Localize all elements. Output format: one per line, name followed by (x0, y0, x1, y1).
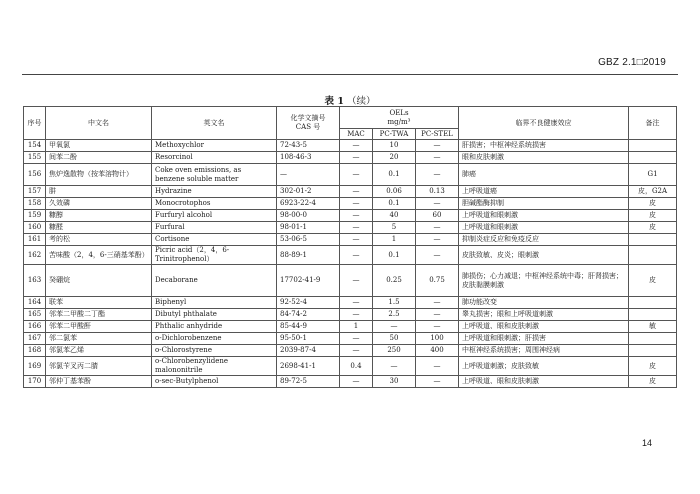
cell-cas: 17702-41-9 (277, 265, 340, 297)
cell-cas: 85-44-9 (277, 321, 340, 333)
cell-no: 168 (24, 345, 46, 357)
cell-mac: — (340, 246, 373, 265)
cell-pc-stel: — (416, 297, 459, 309)
col-header-oels (340, 107, 459, 129)
cell-english-name: o-Chlorostyrene (152, 345, 277, 357)
col-header-cas-line1: 化学文摘号 (290, 114, 326, 122)
table-row (24, 265, 677, 297)
cell-mac: — (340, 140, 373, 152)
cell-chinese-name: 邻氯苄叉丙二腈 (46, 357, 152, 376)
col-header-twa: PC-TWA (373, 129, 416, 140)
cell-chinese-name: 苦味酸（2，4，6-三硝基苯酚） (46, 246, 152, 265)
cell-no: 170 (24, 376, 46, 388)
cell-cas: 89-72-5 (277, 376, 340, 388)
cell-chinese-name: 久效磷 (46, 198, 152, 210)
cell-remark (629, 297, 677, 309)
cell-remark: 皮 (629, 210, 677, 222)
cell-cas: — (277, 164, 340, 186)
cell-chinese-name: 考的松 (46, 234, 152, 246)
cell-pc-twa: 1.5 (373, 297, 416, 309)
cell-pc-twa: 1 (373, 234, 416, 246)
cell-no: 160 (24, 222, 46, 234)
table-row (24, 186, 677, 198)
table-row (24, 321, 677, 333)
cell-remark: 敏 (629, 321, 677, 333)
cell-pc-twa: 0.1 (373, 198, 416, 210)
col-header-cas (277, 107, 340, 140)
cell-no: 156 (24, 164, 46, 186)
cell-pc-stel: — (416, 198, 459, 210)
col-header-cas-line2: CAS 号 (295, 123, 321, 131)
cell-chinese-name: 肼 (46, 186, 152, 198)
cell-remark (629, 309, 677, 321)
cell-cas: 95-50-1 (277, 333, 340, 345)
cell-pc-twa: 0.06 (373, 186, 416, 198)
cell-cas: 98-00-0 (277, 210, 340, 222)
cell-health-effect: 上呼吸道和眼刺激；肝损害 (459, 333, 629, 345)
table-row (24, 198, 677, 210)
col-header-oels-title: OELs (389, 108, 409, 117)
cell-remark: 皮 (629, 265, 677, 297)
col-header-mac: MAC (340, 129, 373, 140)
col-header-en: 英文名 (152, 107, 277, 140)
cell-cas: 84-74-2 (277, 309, 340, 321)
cell-pc-stel: — (416, 246, 459, 265)
cell-mac: — (340, 222, 373, 234)
cell-chinese-name: 联苯 (46, 297, 152, 309)
cell-mac: — (340, 333, 373, 345)
cell-mac: — (340, 265, 373, 297)
cell-no: 166 (24, 321, 46, 333)
cell-health-effect: 眼和皮肤刺激 (459, 152, 629, 164)
cell-no: 161 (24, 234, 46, 246)
cell-english-name: Coke oven emissions, as benzene soluble matter (152, 164, 277, 186)
cell-remark (629, 152, 677, 164)
cell-chinese-name: 焦炉逸散物（按苯溶物计） (46, 164, 152, 186)
cell-english-name: Biphenyl (152, 297, 277, 309)
table-row (24, 357, 677, 376)
cell-health-effect: 睾丸损害；眼和上呼吸道刺激 (459, 309, 629, 321)
cell-mac: — (340, 297, 373, 309)
cell-pc-stel: — (416, 152, 459, 164)
cell-cas: 72-43-5 (277, 140, 340, 152)
cell-remark: 皮 (629, 198, 677, 210)
cell-cas: 302-01-2 (277, 186, 340, 198)
cell-pc-stel: 0.13 (416, 186, 459, 198)
cell-mac: — (340, 309, 373, 321)
cell-remark (629, 234, 677, 246)
cell-health-effect: 上呼吸道、眼和皮肤刺激 (459, 376, 629, 388)
col-header-oels-unit: mg/m³ (387, 117, 411, 126)
col-header-stel: PC-STEL (416, 129, 459, 140)
table-row (24, 234, 677, 246)
cell-english-name: o-sec-Butylphenol (152, 376, 277, 388)
cell-cas: 108-46-3 (277, 152, 340, 164)
cell-chinese-name: 邻二氯苯 (46, 333, 152, 345)
cell-english-name: Phthalic anhydride (152, 321, 277, 333)
cell-cas: 92-52-4 (277, 297, 340, 309)
cell-chinese-name: 邻氯苯乙烯 (46, 345, 152, 357)
cell-remark: G1 (629, 164, 677, 186)
cell-english-name: Resorcinol (152, 152, 277, 164)
cell-pc-twa: 20 (373, 152, 416, 164)
cell-mac: — (340, 234, 373, 246)
cell-no: 167 (24, 333, 46, 345)
cell-no: 164 (24, 297, 46, 309)
cell-mac: — (340, 345, 373, 357)
cell-english-name: Picric acid（2，4，6-Trinitrophenol） (152, 246, 277, 265)
cell-health-effect: 抑制炎症反应和免疫反应 (459, 234, 629, 246)
cell-remark (629, 345, 677, 357)
cell-chinese-name: 间苯二酚 (46, 152, 152, 164)
cell-remark (629, 246, 677, 265)
cell-remark: 皮 (629, 376, 677, 388)
cell-health-effect: 肺癌 (459, 164, 629, 186)
cell-pc-twa: 0.25 (373, 265, 416, 297)
cell-health-effect: 肝损害；中枢神经系统损害 (459, 140, 629, 152)
page-number: 14 (641, 438, 652, 448)
cell-english-name: Furfuryl alcohol (152, 210, 277, 222)
cell-health-effect: 上呼吸道和眼刺激 (459, 222, 629, 234)
cell-english-name: Furfural (152, 222, 277, 234)
cell-chinese-name: 糠醇 (46, 210, 152, 222)
cell-chinese-name: 甲氧氯 (46, 140, 152, 152)
cell-chinese-name: 邻苯二甲酸二丁酯 (46, 309, 152, 321)
cell-pc-stel: — (416, 376, 459, 388)
cell-no: 158 (24, 198, 46, 210)
cell-no: 169 (24, 357, 46, 376)
cell-cas: 6923-22-4 (277, 198, 340, 210)
cell-pc-stel: — (416, 164, 459, 186)
table-caption-suffix: （续） (346, 96, 376, 107)
cell-mac: — (340, 164, 373, 186)
cell-pc-stel: 400 (416, 345, 459, 357)
cell-pc-stel: — (416, 234, 459, 246)
cell-pc-stel: 60 (416, 210, 459, 222)
cell-cas: 98-01-1 (277, 222, 340, 234)
table-caption-label: 表 1 (324, 96, 344, 107)
cell-no: 154 (24, 140, 46, 152)
cell-pc-twa: 40 (373, 210, 416, 222)
cell-pc-twa: 10 (373, 140, 416, 152)
cell-no: 162 (24, 246, 46, 265)
cell-pc-stel: — (416, 321, 459, 333)
table-caption (0, 93, 700, 107)
oel-table (23, 106, 677, 388)
cell-mac: — (340, 152, 373, 164)
cell-mac: — (340, 186, 373, 198)
cell-english-name: Cortisone (152, 234, 277, 246)
cell-cas: 53-06-5 (277, 234, 340, 246)
header-rule (22, 74, 678, 75)
cell-cas: 2039-87-4 (277, 345, 340, 357)
cell-cas: 88-89-1 (277, 246, 340, 265)
cell-health-effect: 肺功能改变 (459, 297, 629, 309)
header-code: GBZ 2.1□2019 (598, 57, 666, 68)
col-header-no: 序号 (24, 107, 46, 140)
table-row (24, 152, 677, 164)
col-header-remark: 备注 (629, 107, 677, 140)
cell-health-effect: 上呼吸道、眼和皮肤刺激 (459, 321, 629, 333)
cell-pc-stel: 0.75 (416, 265, 459, 297)
cell-pc-twa: 5 (373, 222, 416, 234)
cell-mac: — (340, 210, 373, 222)
col-header-cn: 中文名 (46, 107, 152, 140)
cell-english-name: Decaborane (152, 265, 277, 297)
table-row (24, 246, 677, 265)
cell-pc-twa: 50 (373, 333, 416, 345)
cell-pc-stel: — (416, 140, 459, 152)
cell-english-name: Dibutyl phthalate (152, 309, 277, 321)
cell-pc-twa: 30 (373, 376, 416, 388)
cell-pc-stel: 100 (416, 333, 459, 345)
table-row (24, 297, 677, 309)
cell-chinese-name: 邻苯二甲酸酐 (46, 321, 152, 333)
cell-pc-twa: 250 (373, 345, 416, 357)
cell-health-effect: 肺损伤；心力减退；中枢神经系统中毒；肝肾损害；皮肤黏膜刺激 (459, 265, 629, 297)
cell-health-effect: 上呼吸道癌 (459, 186, 629, 198)
table-row (24, 140, 677, 152)
cell-health-effect: 上呼吸道和眼刺激 (459, 210, 629, 222)
cell-english-name: Methoxychlor (152, 140, 277, 152)
cell-chinese-name: 邻仲丁基苯酚 (46, 376, 152, 388)
cell-english-name: Monocrotophos (152, 198, 277, 210)
cell-mac: — (340, 198, 373, 210)
table-row (24, 164, 677, 186)
table-row (24, 333, 677, 345)
cell-pc-twa: — (373, 321, 416, 333)
cell-mac: 0.4 (340, 357, 373, 376)
cell-pc-twa: 0.1 (373, 164, 416, 186)
cell-no: 165 (24, 309, 46, 321)
table-row (24, 345, 677, 357)
cell-mac: 1 (340, 321, 373, 333)
table-row (24, 210, 677, 222)
cell-remark: 皮，G2A (629, 186, 677, 198)
cell-remark: 皮 (629, 357, 677, 376)
cell-health-effect: 中枢神经系统损害；周围神经病 (459, 345, 629, 357)
cell-pc-stel: — (416, 309, 459, 321)
cell-remark: 皮 (629, 222, 677, 234)
cell-english-name: o-Dichlorobenzene (152, 333, 277, 345)
cell-no: 163 (24, 265, 46, 297)
cell-cas: 2698-41-1 (277, 357, 340, 376)
cell-pc-twa: 2.5 (373, 309, 416, 321)
cell-pc-stel: — (416, 357, 459, 376)
cell-remark (629, 140, 677, 152)
cell-no: 157 (24, 186, 46, 198)
cell-remark (629, 333, 677, 345)
cell-chinese-name: 糠醛 (46, 222, 152, 234)
cell-pc-twa: 0.1 (373, 246, 416, 265)
cell-mac: — (340, 376, 373, 388)
col-header-effect: 临界不良健康效应 (459, 107, 629, 140)
cell-no: 159 (24, 210, 46, 222)
table-row (24, 309, 677, 321)
cell-chinese-name: 癸硼烷 (46, 265, 152, 297)
table-row (24, 376, 677, 388)
cell-pc-twa: — (373, 357, 416, 376)
cell-health-effect: 胆碱酯酶抑制 (459, 198, 629, 210)
cell-english-name: o-Chlorobenzylidene malononitrile (152, 357, 277, 376)
table-row (24, 222, 677, 234)
cell-no: 155 (24, 152, 46, 164)
table-body (24, 140, 677, 388)
cell-english-name: Hydrazine (152, 186, 277, 198)
cell-health-effect: 上呼吸道刺激；皮肤致敏 (459, 357, 629, 376)
cell-health-effect: 皮肤致敏、皮炎；眼刺激 (459, 246, 629, 265)
cell-pc-stel: — (416, 222, 459, 234)
